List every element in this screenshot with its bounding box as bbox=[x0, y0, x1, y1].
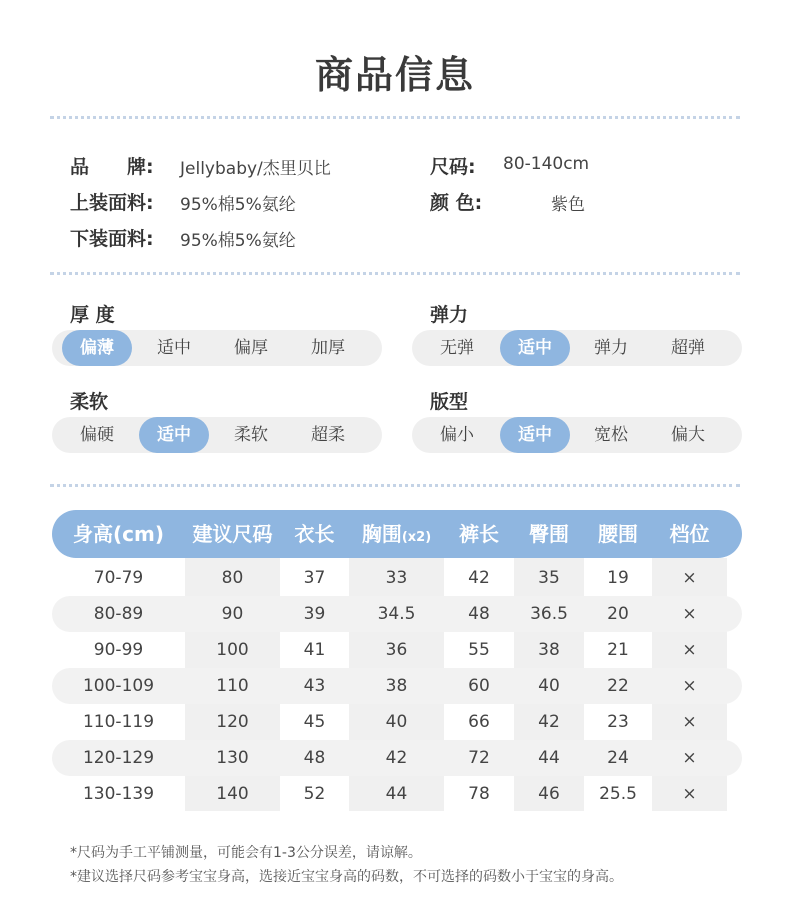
elasticity-selector bbox=[412, 330, 742, 366]
cell-hip: 42 bbox=[538, 712, 560, 732]
footnote-size-advice: *建议选择尺码参考宝宝身高，选接近宝宝身高的码数，不可选择的码数小于宝宝的身高。 bbox=[70, 869, 623, 885]
cell-size: 100 bbox=[216, 640, 249, 660]
cell-chest: 34.5 bbox=[377, 604, 416, 624]
cell-waist: 22 bbox=[607, 676, 629, 696]
cell-size: 130 bbox=[216, 748, 249, 768]
cell-hip: 46 bbox=[538, 784, 560, 804]
softness-selector bbox=[52, 417, 382, 453]
elasticity-option[interactable]: 弹力 bbox=[594, 338, 628, 358]
thickness-title: 厚 度 bbox=[70, 304, 115, 326]
fit-option[interactable]: 偏小 bbox=[440, 425, 474, 445]
cell-crotch: × bbox=[682, 640, 697, 660]
softness-option[interactable]: 超柔 bbox=[311, 425, 345, 445]
cell-crotch: × bbox=[682, 712, 697, 732]
thickness-selector bbox=[52, 330, 382, 366]
cell-length: 39 bbox=[303, 604, 326, 624]
fit-option[interactable]: 偏大 bbox=[671, 425, 705, 445]
cell-length: 52 bbox=[303, 784, 326, 804]
cell-hip: 38 bbox=[538, 640, 560, 660]
header-hip: 臀围 bbox=[529, 522, 569, 546]
header-size: 建议尺码 bbox=[192, 522, 273, 546]
cell-crotch: × bbox=[682, 676, 697, 696]
cell-pants-length: 60 bbox=[468, 676, 490, 696]
cell-waist: 23 bbox=[607, 712, 629, 732]
cell-length: 43 bbox=[303, 676, 326, 696]
elasticity-option[interactable]: 适中 bbox=[500, 330, 570, 366]
thickness-option[interactable]: 偏厚 bbox=[234, 338, 268, 358]
brand-label: 品 牌: bbox=[70, 156, 154, 178]
header-waist: 腰围 bbox=[598, 522, 638, 546]
size-label: 尺码: bbox=[430, 156, 476, 178]
header-height: 身高(cm) bbox=[73, 522, 164, 546]
cell-pants-length: 42 bbox=[468, 568, 490, 588]
page-title: 商品信息 bbox=[314, 53, 475, 97]
softness-option[interactable]: 适中 bbox=[139, 417, 209, 453]
cell-chest: 38 bbox=[385, 676, 408, 696]
thickness-option[interactable]: 适中 bbox=[157, 338, 191, 358]
cell-crotch: × bbox=[682, 784, 697, 804]
cell-length: 48 bbox=[303, 748, 326, 768]
cell-hip: 40 bbox=[538, 676, 560, 696]
divider bbox=[50, 484, 740, 487]
cell-waist: 25.5 bbox=[599, 784, 637, 804]
size-value: 80-140cm bbox=[503, 154, 590, 174]
fit-option[interactable]: 宽松 bbox=[594, 425, 628, 445]
fit-option[interactable]: 适中 bbox=[500, 417, 570, 453]
cell-chest: 42 bbox=[385, 748, 408, 768]
cell-waist: 20 bbox=[607, 604, 629, 624]
cell-size: 80 bbox=[221, 568, 244, 588]
cell-height: 110-119 bbox=[82, 712, 155, 732]
top-fabric-value: 95%棉5%氨纶 bbox=[180, 195, 296, 215]
cell-crotch: × bbox=[682, 604, 697, 624]
cell-pants-length: 48 bbox=[468, 604, 490, 624]
elasticity-option[interactable]: 无弹 bbox=[440, 338, 474, 358]
table-header bbox=[52, 510, 742, 558]
brand-value: Jellybaby/杰里贝比 bbox=[180, 159, 331, 179]
cell-length: 37 bbox=[303, 568, 326, 588]
cell-size: 90 bbox=[221, 604, 244, 624]
color-label: 颜 色: bbox=[430, 192, 483, 214]
fit-title: 版型 bbox=[430, 391, 469, 413]
cell-height: 80-89 bbox=[93, 604, 144, 624]
cell-hip: 36.5 bbox=[530, 604, 568, 624]
cell-hip: 44 bbox=[538, 748, 560, 768]
cell-waist: 21 bbox=[607, 640, 629, 660]
header-chest-label: 胸围 bbox=[361, 522, 402, 546]
divider bbox=[50, 116, 740, 119]
fit-selector bbox=[412, 417, 742, 453]
cell-height: 90-99 bbox=[93, 640, 144, 660]
cell-height: 100-109 bbox=[82, 676, 155, 696]
bottom-fabric-label: 下装面料: bbox=[70, 228, 154, 250]
cell-hip: 35 bbox=[538, 568, 560, 588]
cell-waist: 19 bbox=[607, 568, 629, 588]
cell-pants-length: 72 bbox=[468, 748, 490, 768]
cell-pants-length: 66 bbox=[468, 712, 490, 732]
cell-length: 45 bbox=[303, 712, 326, 732]
cell-pants-length: 78 bbox=[468, 784, 490, 804]
cell-height: 130-139 bbox=[82, 784, 155, 804]
softness-title: 柔软 bbox=[70, 391, 109, 413]
footnote-measurement: *尺码为手工平铺测量，可能会有1-3公分误差，请谅解。 bbox=[70, 845, 422, 861]
cell-chest: 33 bbox=[385, 568, 408, 588]
cell-height: 120-129 bbox=[82, 748, 155, 768]
thickness-option[interactable]: 偏薄 bbox=[62, 330, 132, 366]
cell-length: 41 bbox=[303, 640, 326, 660]
cell-waist: 24 bbox=[607, 748, 629, 768]
divider bbox=[50, 272, 740, 275]
header-chest bbox=[349, 510, 444, 558]
cell-chest: 40 bbox=[385, 712, 408, 732]
cell-crotch: × bbox=[682, 748, 697, 768]
elasticity-title: 弹力 bbox=[430, 304, 469, 326]
color-value: 紫色 bbox=[551, 195, 585, 215]
thickness-option[interactable]: 加厚 bbox=[311, 338, 345, 358]
softness-option[interactable]: 偏硬 bbox=[80, 425, 114, 445]
cell-pants-length: 55 bbox=[468, 640, 490, 660]
header-crotch: 档位 bbox=[669, 522, 710, 546]
cell-height: 70-79 bbox=[93, 568, 144, 588]
softness-option[interactable]: 柔软 bbox=[234, 425, 268, 445]
cell-crotch: × bbox=[682, 568, 697, 588]
header-pants-length: 裤长 bbox=[459, 522, 499, 546]
cell-chest: 36 bbox=[385, 640, 408, 660]
cell-size: 110 bbox=[216, 676, 249, 696]
cell-size: 140 bbox=[216, 784, 249, 804]
header-length: 衣长 bbox=[294, 522, 335, 546]
top-fabric-label: 上装面料: bbox=[70, 192, 154, 214]
cell-size: 120 bbox=[216, 712, 249, 732]
cell-chest: 44 bbox=[385, 784, 408, 804]
header-chest-suffix: (x2) bbox=[401, 530, 432, 545]
elasticity-option[interactable]: 超弹 bbox=[671, 338, 705, 358]
bottom-fabric-value: 95%棉5%氨纶 bbox=[180, 231, 296, 251]
